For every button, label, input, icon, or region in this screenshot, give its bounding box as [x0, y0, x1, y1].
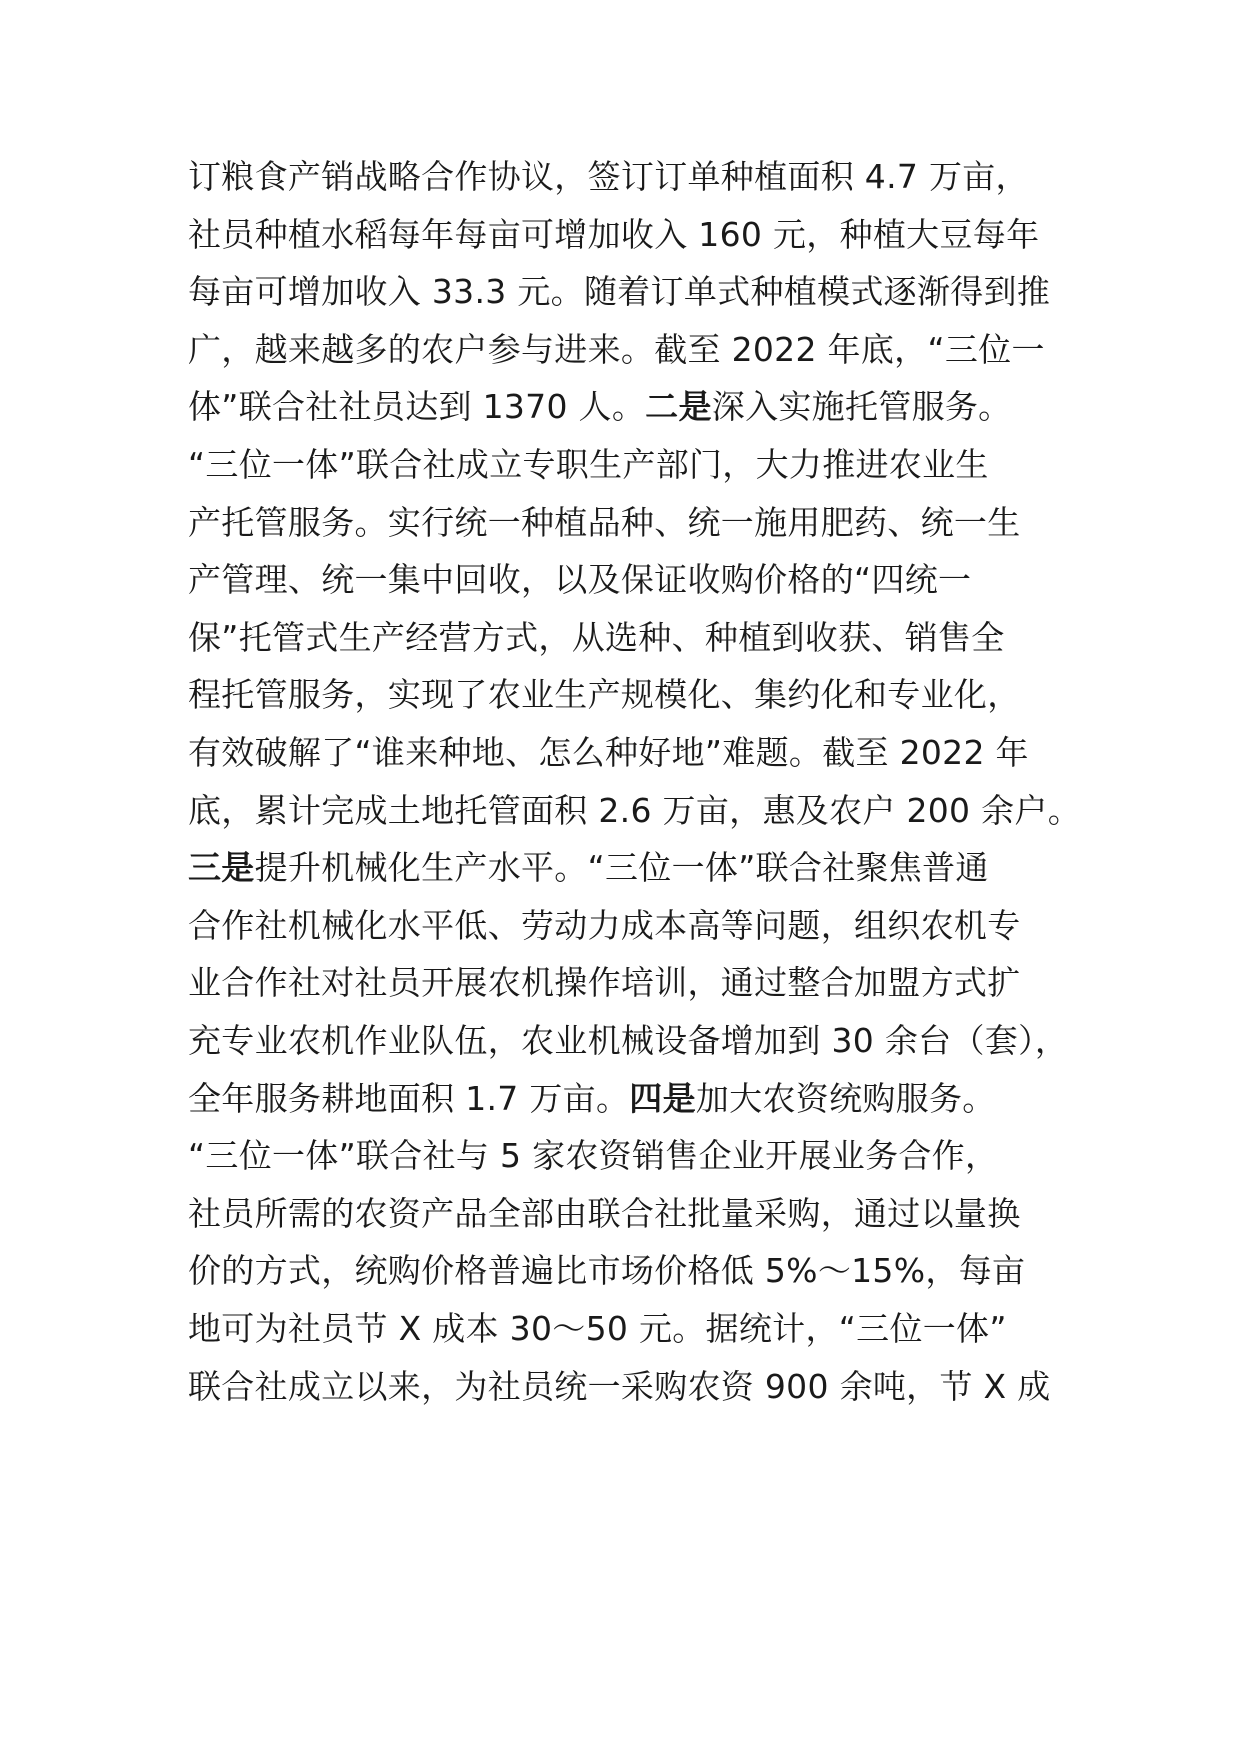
- text-segment: 地可为社员节 X 成本 30～50 元。据统计，“三位一体”: [188, 1309, 1007, 1348]
- text-line: [188, 1251, 1025, 1291]
- text-segment: 充专业农机作业队伍，农业机械设备增加到 30 余台（套），: [188, 1021, 1069, 1060]
- text-segment: 每亩可增加收入 33.3 元。随着订单式种植模式逐渐得到推: [188, 272, 1051, 312]
- text-line: [188, 330, 1045, 370]
- bold-heading-phrase: 四是: [629, 1078, 696, 1118]
- text-segment: 底，累计完成土地托管面积 2.6 万亩，惠及农户 200 余户。: [188, 790, 1082, 830]
- text-line: [188, 560, 971, 600]
- text-line: [188, 387, 1011, 427]
- bold-heading-phrase: 二是: [645, 387, 712, 427]
- text-segment: 全年服务耕地面积 1.7 万亩。: [188, 1078, 630, 1118]
- text-segment: 联合社成立以来，为社员统一采购农资 900 余吨，节 X 成: [188, 1366, 1051, 1406]
- text-segment: 广，越来越多的农户参与进来。截至 2022 年底，“三位一: [188, 329, 1045, 369]
- text-segment: “三位一体”联合社与 5 家农资销售企业开展业务合作，: [188, 1136, 999, 1176]
- text-segment: 程托管服务，实现了农业生产规模化、集约化和专业化，: [188, 675, 1021, 715]
- text-line: [188, 157, 1029, 197]
- bold-heading-phrase: 三是: [188, 848, 255, 888]
- text-segment: 有效破解了“谁来种地、怎么种好地”难题。截至 2022 年: [188, 733, 1029, 772]
- text-line: [188, 503, 1021, 543]
- text-line: [188, 733, 1029, 773]
- text-segment: 深入实施托管服务。: [711, 387, 1012, 427]
- text-line: [188, 963, 1021, 1003]
- text-segment: 合作社机械化水平低、劳动力成本高等问题，组织农机专: [188, 905, 1021, 945]
- text-segment: 提升机械化生产水平。“三位一体”联合社聚焦普通: [254, 848, 989, 888]
- text-segment: 社员所需的农资产品全部由联合社批量采购，通过以量换: [188, 1193, 1021, 1233]
- text-line: [188, 1367, 1051, 1407]
- text-line: [188, 1309, 1007, 1349]
- text-segment: 产托管服务。实行统一种植品种、统一施用肥药、统一生: [188, 502, 1021, 542]
- text-line: [188, 1021, 1068, 1061]
- text-line: [188, 848, 989, 888]
- text-line: [188, 1136, 998, 1176]
- text-line: [188, 618, 1005, 658]
- text-line: [188, 272, 1050, 312]
- text-line: [188, 445, 989, 485]
- text-line: [188, 675, 1021, 715]
- text-segment: “三位一体”联合社成立专职生产部门，大力推进农业生: [188, 445, 989, 484]
- text-line: [188, 791, 1081, 831]
- text-segment: 业合作社对社员开展农机操作培训，通过整合加盟方式扩: [188, 963, 1021, 1003]
- text-line: [188, 1194, 1021, 1234]
- text-segment: 价的方式，统购价格普遍比市场价格低 5%～15%，每亩: [188, 1251, 1026, 1291]
- text-line: [188, 906, 1021, 946]
- text-segment: 体”联合社社员达到 1370 人。: [188, 387, 646, 427]
- text-line: [188, 215, 1039, 255]
- text-segment: 加大农资统购服务。: [695, 1078, 996, 1118]
- text-segment: 保”托管式生产经营方式，从选种、种植到收获、销售全: [188, 617, 1005, 657]
- text-line: [188, 1079, 996, 1119]
- text-segment: 产管理、统一集中回收，以及保证收购价格的“四统一: [188, 560, 972, 600]
- text-segment: 订粮食产销战略合作协议，签订订单种植面积 4.7 万亩，: [188, 157, 1029, 196]
- text-segment: 社员种植水稻每年每亩可增加收入 160 元，种植大豆每年: [188, 214, 1040, 254]
